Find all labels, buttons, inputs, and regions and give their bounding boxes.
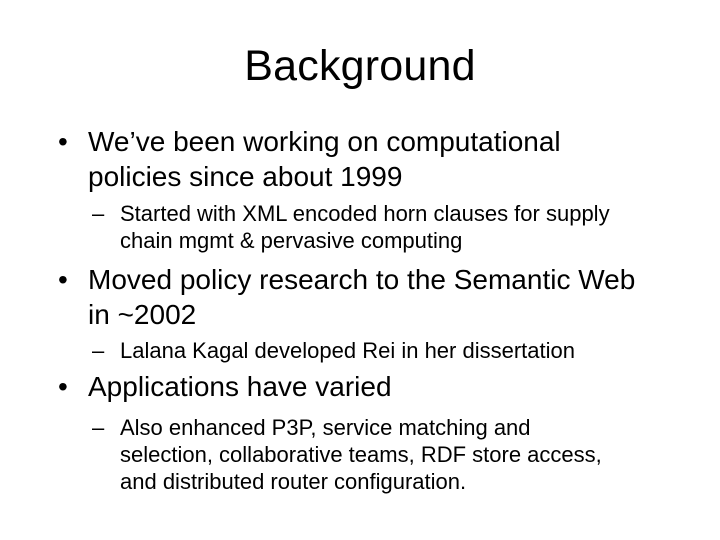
sub-bullet-marker: – xyxy=(92,338,105,363)
sub-bullet-1-1-line-2: chain mgmt & pervasive computing xyxy=(120,228,463,253)
slide-title: Background xyxy=(244,42,476,90)
bullet-2-text xyxy=(88,262,635,332)
bullet-2-line-1: Moved policy research to the Semantic Web xyxy=(88,264,636,295)
sub-bullet-2-1-text xyxy=(120,337,575,364)
bullet-2 xyxy=(58,262,678,334)
sub-bullet-3-1-line-1: Also enhanced P3P, service matching and xyxy=(120,415,531,440)
sub-bullet-1-1 xyxy=(92,200,692,256)
bullet-2-line-2: in ~2002 xyxy=(88,299,197,330)
sub-bullet-marker: – xyxy=(92,415,105,440)
bullet-1-line-2: policies since about 1999 xyxy=(88,161,403,192)
sub-bullet-3-1-line-2: selection, collaborative teams, RDF store access, xyxy=(120,442,602,467)
bullet-marker: • xyxy=(58,264,68,295)
bullet-3-line-1: Applications have varied xyxy=(88,371,392,402)
bullet-1 xyxy=(58,124,678,196)
sub-bullet-1-1-line-1: Started with XML encoded horn clauses for supply xyxy=(120,201,610,226)
sub-bullet-2-1-line-1: Lalana Kagal developed Rei in her dissertation xyxy=(120,338,575,363)
sub-bullet-3-1-line-3: and distributed router configuration. xyxy=(120,469,467,494)
sub-bullet-3-1 xyxy=(92,414,692,498)
bullet-3-text xyxy=(88,369,392,404)
bullet-1-text xyxy=(88,124,561,194)
sub-bullet-1-1-text xyxy=(120,200,610,254)
bullet-marker: • xyxy=(58,126,68,157)
sub-bullet-3-1-text xyxy=(120,414,602,495)
bullet-3 xyxy=(58,369,678,405)
bullet-1-line-1: We’ve been working on computational xyxy=(88,126,561,157)
sub-bullet-marker: – xyxy=(92,201,105,226)
sub-bullet-2-1 xyxy=(92,337,692,365)
bullet-marker: • xyxy=(58,371,68,402)
